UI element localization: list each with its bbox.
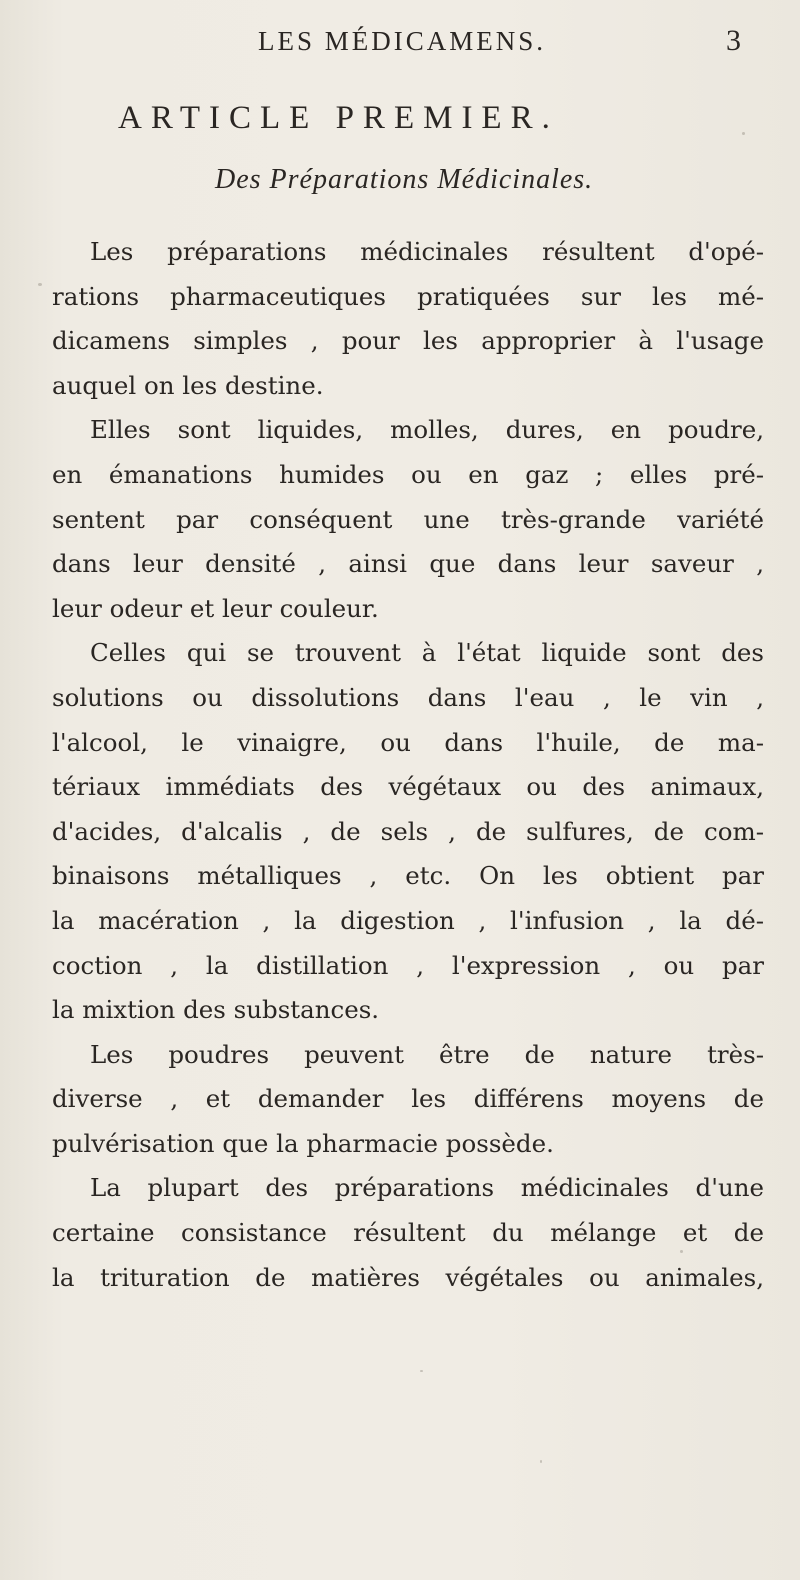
text-line: solutions ou dissolutions dans l'eau , le vin , <box>52 682 764 712</box>
text-line: Les poudres peuvent être de nature très- <box>90 1039 764 1069</box>
body-text <box>52 230 764 1300</box>
text-line: coction , la distillation , l'expression , ou par <box>52 950 764 980</box>
text-line: la mixtion des substances. <box>52 995 380 1025</box>
text-line: Celles qui se trouvent à l'état liquide sont des <box>90 638 764 668</box>
text-line: Les préparations médicinales résultent d'opé- <box>90 237 764 266</box>
running-title: LES MÉDICAMENS. <box>258 26 547 56</box>
running-head <box>0 26 800 66</box>
text-line: tériaux immédiats des végétaux ou des animaux, <box>52 772 764 802</box>
text-line: en émanations humides ou en gaz ; elles pré- <box>52 459 764 489</box>
text-line: dans leur densité , ainsi que dans leur saveur , <box>52 549 764 579</box>
page-number: 3 <box>726 24 741 57</box>
text-line: Elles sont liquides, molles, dures, en poudre, <box>90 415 764 445</box>
section-title: Des Préparations Médicinales. <box>215 164 594 195</box>
text-line: binaisons métalliques , etc. On les obtient par <box>52 861 764 891</box>
text-line: leur odeur et leur couleur. <box>52 593 379 623</box>
text-line: diverse , et demander les différens moyens de <box>52 1084 764 1114</box>
text-line: certaine consistance résultent du mélange et de <box>52 1218 764 1248</box>
text-line: La plupart des préparations médicinales d'une <box>90 1173 764 1203</box>
article-title: ARTICLE PREMIER. <box>118 100 559 136</box>
text-line: la trituration de matières végétales ou animales, <box>52 1262 764 1292</box>
text-line: auquel on les destine. <box>52 370 324 400</box>
paper-speck <box>540 1460 542 1463</box>
text-line: pulvérisation que la pharmacie possède. <box>52 1128 554 1158</box>
text-line: l'alcool, le vinaigre, ou dans l'huile, de ma- <box>52 727 764 757</box>
text-line: dicamens simples , pour les approprier à l'usage <box>52 326 764 356</box>
paper-speck <box>38 283 42 286</box>
text-line: rations pharmaceutiques pratiquées sur les mé- <box>52 281 764 311</box>
paper-speck <box>742 132 745 135</box>
text-line: d'acides, d'alcalis , de sels , de sulfures, de com- <box>52 816 764 846</box>
text-line: sentent par conséquent une très-grande variété <box>52 504 764 534</box>
paper-speck <box>420 1370 423 1372</box>
text-line: la macération , la digestion , l'infusion , la dé- <box>52 905 764 935</box>
paper-speck <box>680 1250 683 1253</box>
